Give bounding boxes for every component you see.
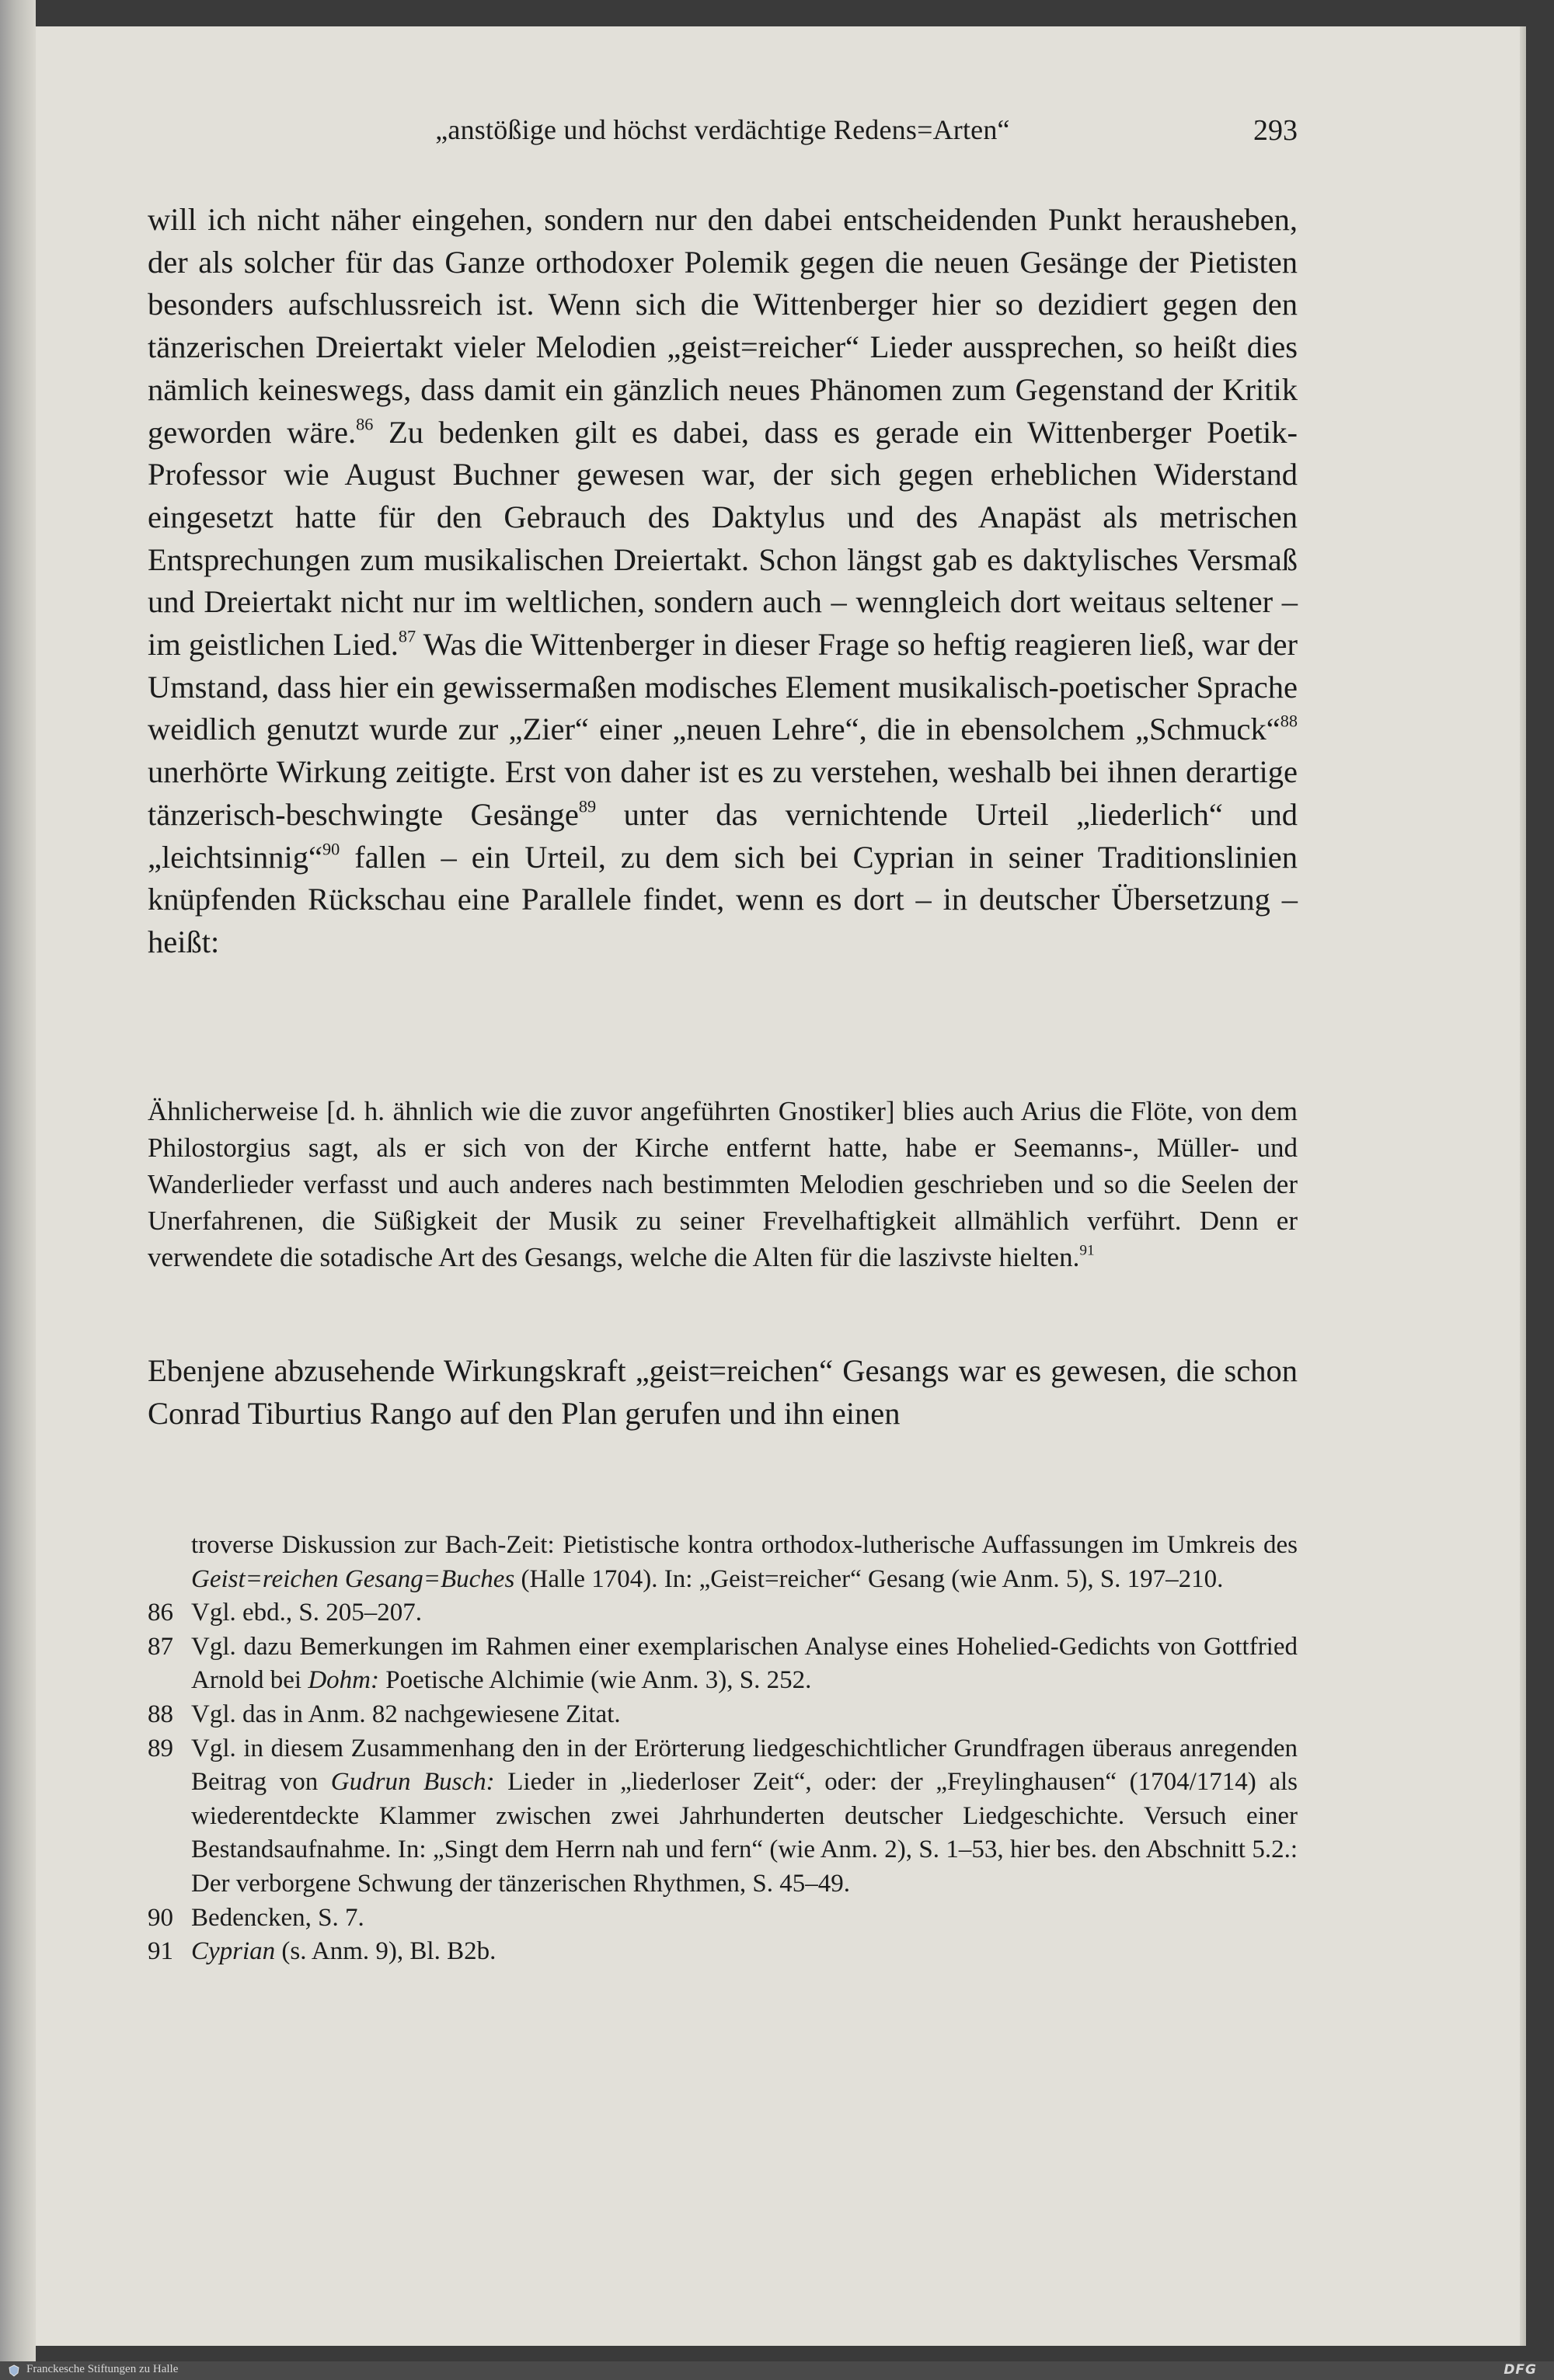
footnote-number: 90 (148, 1903, 173, 1932)
footnote-ref-90[interactable]: 90 (322, 838, 340, 858)
page-number: 293 (1253, 114, 1298, 147)
footnote-ref-86[interactable]: 86 (356, 413, 374, 433)
footnote-text: Bedencken, S. 7. (191, 1903, 364, 1932)
body-paragraph-2 (148, 1350, 1298, 1435)
text-run: Vgl. dazu Bemerkungen im Rahmen einer exemplarischen Analyse eines Hohelied-Gedichts von Gottfried Arnold bei (191, 1632, 1298, 1695)
footnote-ref-91[interactable]: 91 (1079, 1242, 1095, 1259)
footnote-88 (148, 1698, 1298, 1732)
footnote-89 (148, 1732, 1298, 1902)
footer-credit[interactable]: Franckesche Stiftungen zu Halle (26, 2363, 179, 2375)
body-paragraph-1 (148, 199, 1298, 964)
text-run: (Halle 1704). In: „Geist=reicher“ Gesang (wie Anm. 5), S. 197–210. (514, 1564, 1224, 1593)
text-run: will ich nicht näher eingehen, sondern nur den dabei entscheidenden Punkt herausheben, der als solcher für das Ganze orthodoxer Polemik gegen die neuen Gesänge der Pietisten besonders aufschlussreich ist. Wenn sich die Wittenberger hier so dezidiert gegen den tänzerischen Dreiertakt vieler Melodien „geist=reicher“ Lieder aussprechen, so heißt dies nämlich keineswegs, dass damit ein gänzlich neues Phänomen zum Gegenstand der Kritik geworden wäre. (148, 202, 1298, 450)
footnote-continuation (148, 1529, 1298, 1596)
text-run: (s. Anm. 9), Bl. B2b. (275, 1937, 497, 1966)
footnote-86 (148, 1596, 1298, 1630)
text-run: Poetische Alchimie (wie Anm. 3), S. 252. (378, 1666, 812, 1695)
footnote-ref-87[interactable]: 87 (398, 626, 416, 646)
footnote-number: 89 (148, 1734, 173, 1762)
text-run: Zu bedenken gilt es dabei, dass es gerade ein Wittenberger Poetik-Professor wie August Buchner gewesen war, der sich gegen erheblichen Widerstand eingesetzt hatte für den Gebrauch des Daktylus und des Anapäst als metrischen Entsprechungen zum musikalischen Dreiertakt. Schon längst gab es daktylisches Versmaß und Dreiertakt nicht nur im weltlichen, sondern auch – wenngleich dort weitaus seltener – im geistlichen Lied. (148, 414, 1298, 663)
page-edge (1520, 26, 1526, 2346)
footnotes (148, 1529, 1298, 1969)
running-head (148, 92, 1298, 154)
text-run: unter das vernichtende Urteil „liederlich“ und „leichtsinnig“ (148, 796, 1298, 875)
footnote-ref-88[interactable]: 88 (1280, 711, 1298, 731)
footnote-text: Vgl. das in Anm. 82 nachgewiesene Zitat. (191, 1700, 621, 1728)
footnote-number: 86 (148, 1599, 173, 1627)
block-quote (148, 1093, 1298, 1275)
text-run: Vgl. in diesem Zusammenhang den in der Erörterung liedgeschichtlicher Grundfragen überaus anregenden Beitrag von (191, 1734, 1298, 1797)
footnote-91 (148, 1935, 1298, 1969)
book-spine (0, 0, 36, 2361)
dfg-logo: DFG (1503, 2362, 1537, 2378)
viewer-footer-bar (0, 2361, 1554, 2380)
italic-run: Cyprian (191, 1937, 276, 1966)
footnote-87 (148, 1630, 1298, 1698)
text-run: unerhörte Wirkung zeitigte. Erst von daher ist es zu verstehen, weshalb bei ihnen derartige tänzerisch-beschwingte Gesänge (148, 754, 1298, 832)
crest-icon (8, 2364, 20, 2377)
footnote-number: 87 (148, 1632, 173, 1661)
footnote-90 (148, 1902, 1298, 1936)
italic-run: Gudrun Busch: (330, 1768, 495, 1797)
text-run: Ebenjene abzusehende Wirkungskraft „geist=reichen“ Gesangs war es gewesen, die schon Conrad Tiburtius Rango auf den Plan gerufen und ihn einen (148, 1353, 1298, 1431)
running-head-title: „anstößige und höchst verdächtige Redens=Arten“ (435, 114, 1010, 145)
footnote-ref-89[interactable]: 89 (578, 796, 597, 816)
text-run: Was die Wittenberger in dieser Frage so heftig reagieren ließ, war der Umstand, dass hier ein gewissermaßen modisches Element musikalisch-poetischer Sprache weidlich genutzt wurde zur „Zier“ einer „neuen Lehre“, die in ebensolchem „Schmuck“ (148, 627, 1298, 747)
italic-run: Dohm: (308, 1666, 379, 1695)
text-run: troverse Diskussion zur Bach-Zeit: Pietistische kontra orthodox-lutherische Auffassungen im Umkreis des (191, 1531, 1298, 1559)
footnote-number: 91 (148, 1937, 173, 1966)
text-run: Lieder in „liederloser Zeit“, oder: der „Freylinghausen“ (1704/1714) als wiederentdeckte Klammer zwischen zwei Jahrhunderten deutscher Liedgeschichte. Versuch einer Bestandsaufnahme. In: „Singt dem Herrn nah und fern“ (wie Anm. 2), S. 1–53, hier bes. den Abschnitt 5.2.: Der verborgene Schwung der tänzerischen Rhythmen, S. 45–49. (191, 1768, 1298, 1898)
quote-text: Ähnlicherweise [d. h. ähnlich wie die zuvor angeführten Gnostiker] blies auch Arius die Flöte, von dem Philostorgius sagt, als er sich von der Kirche entfernt hatte, habe er Seemanns-, Müller- und Wanderlieder verfasst und auch anderes nach bestimmten Melodien geschrieben und so die Seelen der Unerfahrenen, die Süßigkeit der Musik zu seiner Frevelhaftigkeit allmählich verführt. Denn er verwendete die sotadische Art des Gesangs, welche die Alten für die laszivste hielten. (148, 1096, 1298, 1272)
footnote-text: Vgl. ebd., S. 205–207. (191, 1599, 422, 1627)
text-run: fallen – ein Urteil, zu dem sich bei Cyprian in seiner Traditionslinien knüpfenden Rückschau eine Parallele findet, wenn es dort – in deutscher Übersetzung – heißt: (148, 839, 1298, 959)
footnote-number: 88 (148, 1700, 173, 1728)
italic-run: Geist=reichen Gesang=Buches (191, 1564, 515, 1593)
